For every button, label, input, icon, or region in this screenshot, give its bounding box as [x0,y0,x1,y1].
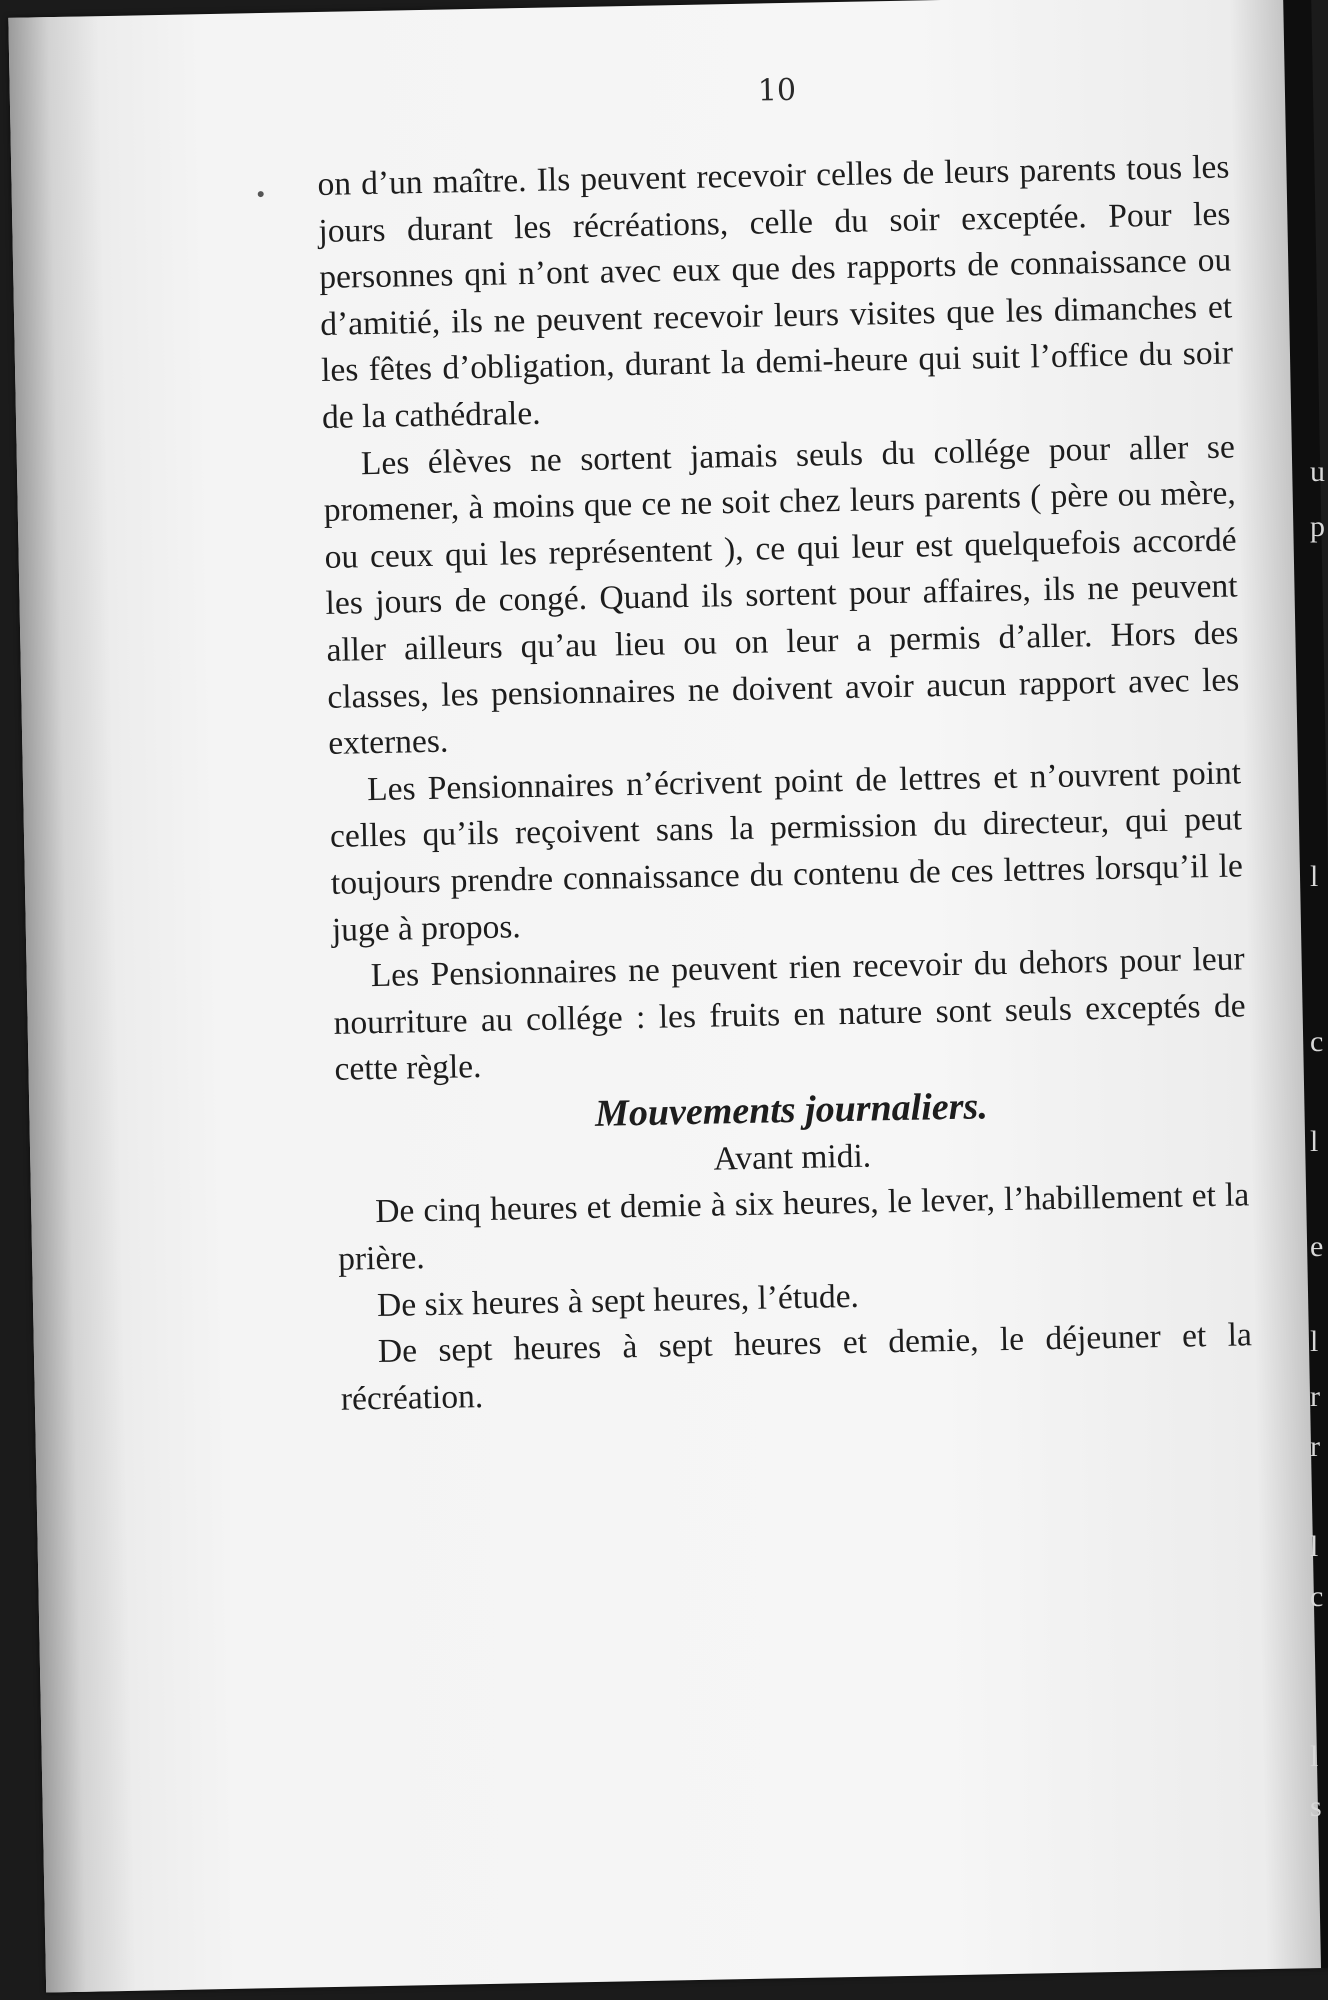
edge-letter: l [1310,1325,1319,1358]
edge-letter: c [1310,1580,1324,1613]
schedule-entry: De sept heures à sept heures et demie, le déjeuner et la récréation. [340,1316,1253,1418]
edge-letter: l [1310,1125,1319,1158]
edge-letter: s [1310,1790,1322,1823]
edge-letter: r [1310,1380,1320,1413]
edge-letter: e [1310,1230,1324,1263]
paragraph: Les élèves ne sortent jamais seuls du collége pour aller se promener, à moins que ce ne soit chez leurs parents ( père ou mère, ou ceux qui les représentent ), ce qui leur est quelquefois accordé les jours de congé. Quand ils sortent pour affaires, ils ne peuvent aller ailleurs qu’au lieu ou on leur a permis d’aller. Hors des classes, les pensionnaires ne doivent avoir aucun rapport avec les externes. [323,428,1240,763]
schedule-entry: De six heures à sept heures, l’étude. [376,1277,860,1324]
paragraph: on d’un maître. Ils peuvent recevoir celles de leurs parents tous les jours durant les récréations, celle du soir exceptée. Pour les personnes qni n’ont avec eux que des rapports de connaissance ou d’amitié, ils ne peuvent recevoir leurs visites que les dimanches et les fêtes d’obligation, durant la demi-heure qui suit l’office du soir de la cathédrale. [317,148,1234,436]
edge-letter: u [1310,455,1325,488]
edge-letter: r [1310,1430,1320,1463]
paragraph: Les Pensionnaires ne peuvent rien recevoir du dehors pour leur nourriture au collége : les fruits en nature sont seuls exceptés de cette règle. [333,940,1246,1089]
edge-letter: c [1310,1025,1324,1058]
page-binding-shadow [8,16,136,1992]
edge-letter: l [1310,860,1319,893]
page-text-block [317,144,1253,1423]
edge-letter: p [1310,510,1325,543]
section-heading: Mouvements journaliers. [594,1085,989,1135]
page-number: 10 [757,72,797,109]
facing-page-edge [1310,0,1328,2000]
schedule-entry: De cinq heures et demie à six heures, le lever, l’habillement et la prière. [337,1176,1250,1278]
book-page [8,0,1328,1993]
ink-speck [258,191,264,197]
edge-letter: l [1310,1530,1319,1563]
section-subheading: Avant midi. [713,1137,872,1178]
edge-letter: l [1310,1740,1319,1773]
paragraph: Les Pensionnaires n’écrivent point de lettres et n’ouvrent point celles qu’ils reçoivent sans la permission du directeur, qui peut toujours prendre connaissance du contenu de ces lettres lorsqu’il le juge à propos. [329,754,1244,949]
